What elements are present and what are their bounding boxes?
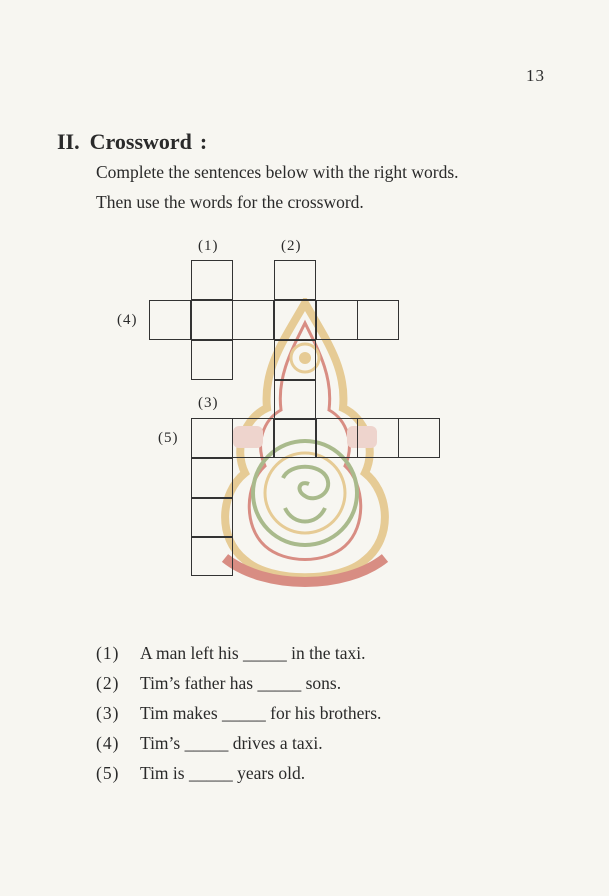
crossword-cell[interactable] — [316, 418, 358, 458]
crossword-cell[interactable] — [274, 260, 316, 300]
instruction-line-1: Complete the sentences below with the right words. — [96, 162, 459, 182]
clue-text: A man left his _____ in the taxi. — [140, 643, 366, 663]
crossword-cell[interactable] — [149, 300, 191, 340]
clue-number: (1) — [96, 643, 120, 663]
clue-item — [96, 733, 323, 754]
clue-item — [96, 673, 341, 694]
section-number: II. — [57, 129, 80, 154]
crossword-cell[interactable] — [191, 498, 233, 538]
crossword-cell[interactable] — [357, 300, 399, 340]
crossword-cell[interactable] — [232, 418, 274, 458]
crossword-cell[interactable] — [191, 300, 233, 340]
grid-label-4: (4) — [117, 312, 138, 328]
crossword-cell[interactable] — [191, 340, 233, 380]
grid-label-2: (2) — [281, 238, 302, 254]
clue-number: (2) — [96, 673, 120, 693]
clue-number: (5) — [96, 763, 120, 783]
clue-item — [96, 643, 366, 664]
crossword-cell[interactable] — [191, 418, 233, 458]
clue-text: Tim’s _____ drives a taxi. — [140, 733, 323, 753]
crossword-cell[interactable] — [357, 418, 399, 458]
clue-text: Tim makes _____ for his brothers. — [140, 703, 382, 723]
crossword-cell[interactable] — [191, 458, 233, 498]
crossword-cell[interactable] — [274, 380, 316, 420]
section-title: Crossword — [89, 129, 192, 154]
crossword-cell[interactable] — [316, 300, 358, 340]
crossword-cell[interactable] — [232, 300, 274, 340]
crossword-cell[interactable] — [191, 260, 233, 300]
crossword-cell[interactable] — [191, 536, 233, 576]
instruction-line-2: Then use the words for the crossword. — [96, 192, 364, 212]
section-colon: : — [199, 129, 208, 154]
grid-label-3: (3) — [198, 395, 219, 411]
clue-number: (4) — [96, 733, 120, 753]
crossword-cell[interactable] — [274, 418, 316, 458]
clue-number: (3) — [96, 703, 120, 723]
page-number: 13 — [526, 66, 545, 85]
clue-item — [96, 703, 381, 724]
grid-label-1: (1) — [198, 238, 219, 254]
crossword-cell[interactable] — [274, 340, 316, 380]
crossword-cell[interactable] — [274, 300, 316, 340]
clue-text: Tim’s father has _____ sons. — [140, 673, 342, 693]
crossword-cell[interactable] — [398, 418, 440, 458]
section-heading — [57, 129, 207, 155]
clue-item — [96, 763, 305, 784]
grid-label-5: (5) — [158, 430, 179, 446]
clue-text: Tim is _____ years old. — [140, 763, 306, 783]
